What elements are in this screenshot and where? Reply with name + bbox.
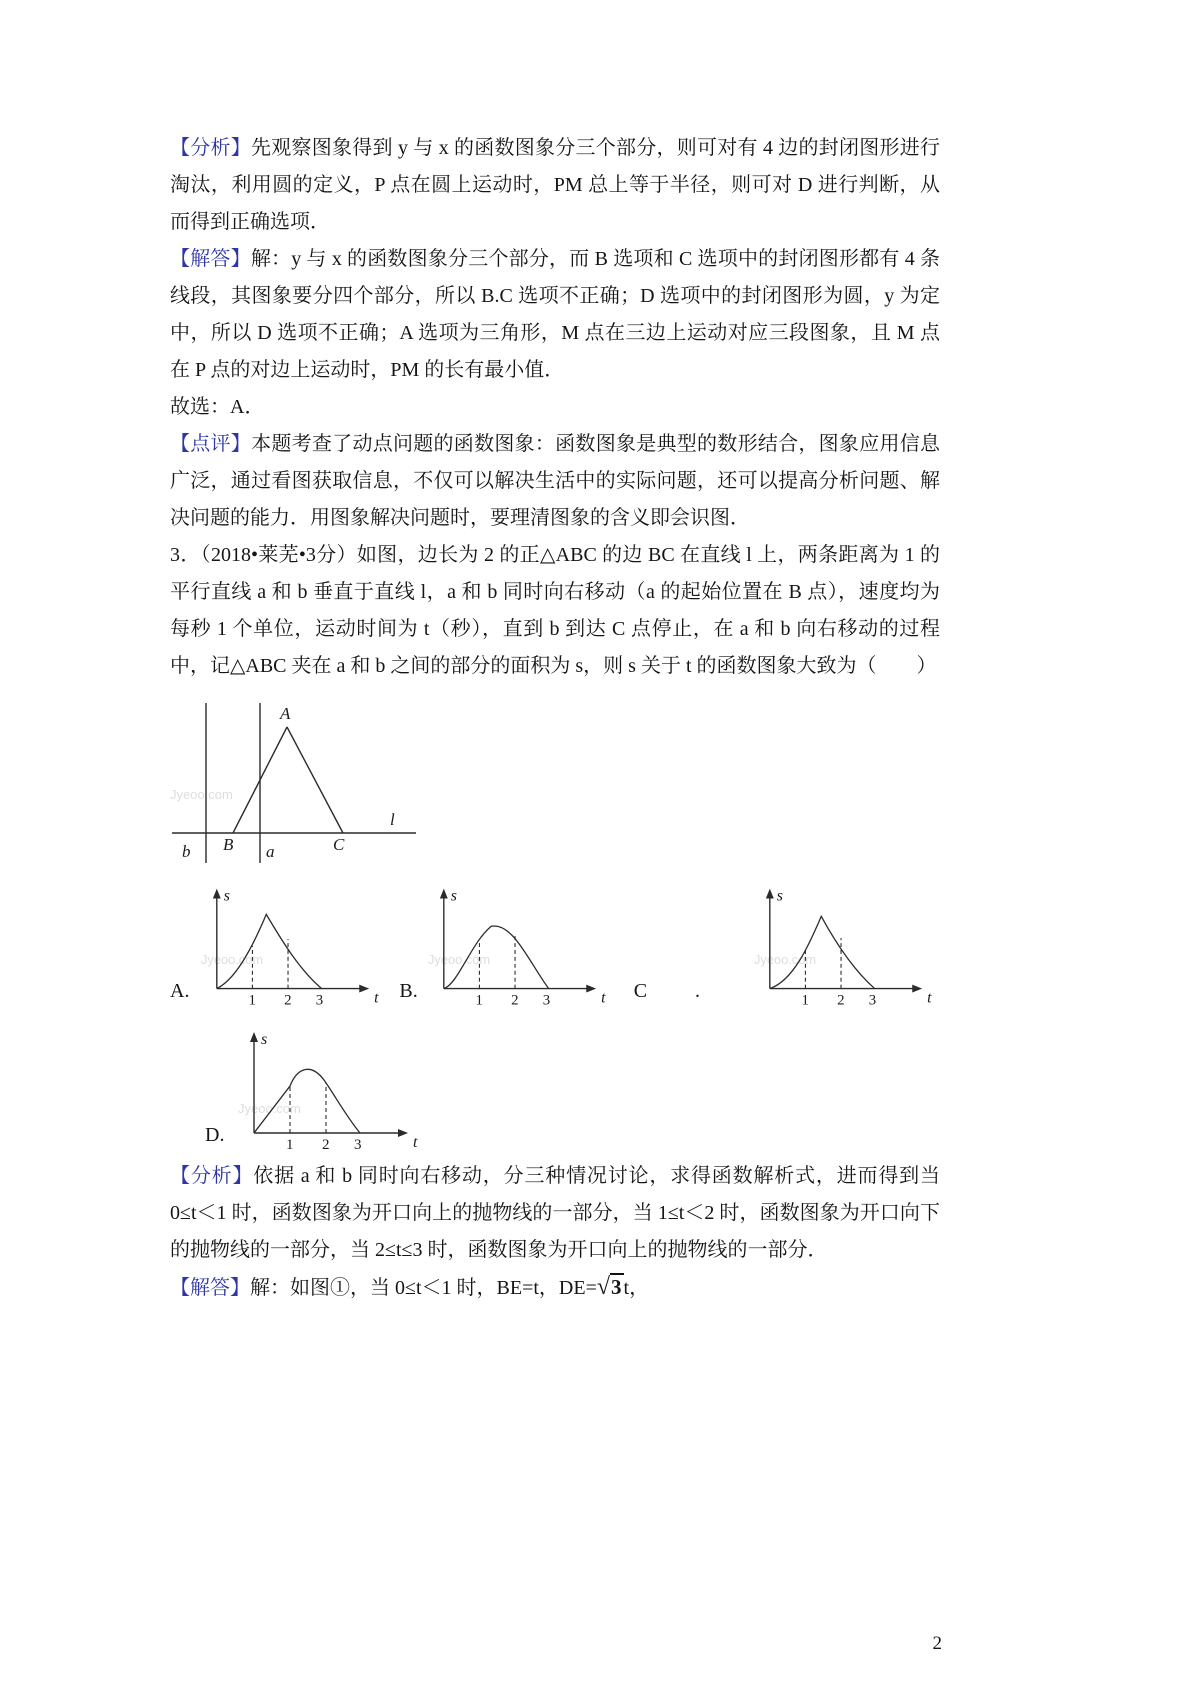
answer-paragraph-q3 bbox=[170, 1269, 940, 1307]
answer-text-post: t， bbox=[623, 1277, 650, 1299]
analysis-text: 先观察图象得到 y 与 x 的函数图象分三个部分，则可对有 4 边的封闭图形进行淘汰，利用圆的定义，P 点在圆上运动时，PM 总上等于半径，则可对 D 进行判断，从而得到正确选项． bbox=[170, 137, 940, 233]
t-axis-arrow bbox=[398, 1129, 408, 1137]
line-a-label: a bbox=[266, 842, 275, 861]
option-c-period: . bbox=[695, 980, 701, 1002]
triangle-figure bbox=[170, 699, 420, 874]
s-axis-label: s bbox=[224, 887, 231, 905]
answer-marker: 【解答】 bbox=[170, 248, 251, 270]
option-b-label: B. bbox=[399, 980, 418, 1002]
t-axis-arrow bbox=[360, 985, 370, 993]
tick-1: 1 bbox=[475, 992, 483, 1009]
question-3-text: 3．（2018•莱芜•3分）如图，边长为 2 的正△ABC 的边 BC 在直线 l 上，两条距离为 1 的平行直线 a 和 b 垂直于直线 l，a 和 b 同时向右移动（a 的起始位置在 B 点），速度均为每秒 1 个单位，运动时间为 t（秒），直到 b 到达 C 点停止，在 a 和 b 向右移动的过程中，记△ABC 夹在 a 和 b 之间的部分的面积为 s，则 s 关于 t 的函数图象大致为（ ） bbox=[170, 544, 940, 677]
analysis-paragraph-q3 bbox=[170, 1158, 940, 1269]
page-number: 2 bbox=[932, 1633, 942, 1654]
options-row-d bbox=[205, 1028, 940, 1158]
tick-1: 1 bbox=[801, 992, 809, 1009]
sqrt-expression bbox=[596, 1274, 624, 1300]
analysis-marker: 【分析】 bbox=[170, 137, 251, 159]
t-axis-label: t bbox=[413, 1134, 418, 1151]
line-l-label: l bbox=[390, 810, 395, 829]
answer-text: 解：y 与 x 的函数图象分三个部分，而 B 选项和 C 选项中的封闭图形都有 4 条线段，其图象要分四个部分，所以 B.C 选项不正确；D 选项中的封闭图形为圆，y 为定中，所以 D 选项不正确；A 选项为三角形，M 点在三边上运动对应三段图象，且 M 点在 P 点的对边上运动时，PM 的长有最小值． bbox=[170, 248, 940, 381]
vertex-c-label: C bbox=[333, 835, 345, 854]
option-d-graph bbox=[236, 1028, 426, 1158]
tick-3: 3 bbox=[868, 992, 877, 1009]
tick-1: 1 bbox=[286, 1137, 294, 1153]
option-a-label: A. bbox=[170, 980, 190, 1002]
comment-paragraph bbox=[170, 426, 940, 537]
tick-3: 3 bbox=[316, 992, 324, 1009]
s-axis-arrow bbox=[766, 889, 774, 899]
answer-paragraph-prev-question bbox=[170, 241, 940, 389]
conclusion-line: 故选：A． bbox=[170, 396, 265, 418]
option-b-graph bbox=[426, 884, 614, 1014]
tick-3: 3 bbox=[542, 992, 550, 1009]
s-axis-label: s bbox=[450, 887, 457, 905]
tick-1: 1 bbox=[248, 992, 257, 1009]
vertex-a-label: A bbox=[280, 704, 291, 723]
answer-text-pre: 解：如图①，当 0≤t＜1 时，BE=t，DE= bbox=[250, 1277, 597, 1299]
options-row-abc bbox=[170, 884, 940, 1014]
option-d-label: D. bbox=[205, 1124, 225, 1146]
tick-2: 2 bbox=[322, 1137, 330, 1153]
s-axis-label: s bbox=[261, 1031, 268, 1048]
vertex-b-label: B bbox=[223, 835, 234, 854]
t-axis-arrow bbox=[586, 985, 596, 993]
tick-2: 2 bbox=[837, 992, 845, 1009]
s-axis-arrow bbox=[440, 889, 448, 899]
radical-sign: √ bbox=[596, 1274, 611, 1300]
option-a-graph bbox=[199, 884, 387, 1014]
analysis-marker: 【分析】 bbox=[170, 1165, 254, 1187]
analysis-paragraph-prev-question bbox=[170, 130, 940, 241]
answer-marker: 【解答】 bbox=[170, 1277, 250, 1299]
comment-marker: 【点评】 bbox=[170, 433, 252, 455]
option-c-graph bbox=[752, 884, 940, 1014]
watermark-text: Jyeoo.com bbox=[238, 1101, 302, 1116]
watermark-text: Jyeoo.com bbox=[754, 951, 817, 967]
tick-2: 2 bbox=[510, 992, 519, 1009]
tick-3: 3 bbox=[354, 1137, 362, 1153]
watermark-text: Jyeoo.com bbox=[201, 951, 264, 967]
radicand: 3 bbox=[611, 1275, 622, 1299]
line-b-label: b bbox=[182, 842, 191, 861]
t-axis-label: t bbox=[600, 989, 606, 1007]
watermark-text: Jyeoo.com bbox=[170, 787, 233, 802]
s-axis-arrow bbox=[250, 1032, 258, 1042]
t-axis-label: t bbox=[374, 989, 379, 1007]
s-axis-label: s bbox=[776, 887, 783, 905]
option-c-label: C bbox=[633, 980, 648, 1002]
comment-text: 本题考查了动点问题的函数图象：函数图象是典型的数形结合，图象应用信息广泛，通过看图获取信息，不仅可以解决生活中的实际问题，还可以提高分析问题、解决问题的能力．用图象解决问题时，要理清图象的含义即会识图． bbox=[170, 433, 941, 529]
watermark-text: Jyeoo.com bbox=[427, 951, 490, 967]
analysis-text: 依据 a 和 b 同时向右移动，分三种情况讨论，求得函数解析式，进而得到当 0≤t＜1 时，函数图象为开口向上的抛物线的一部分，当 1≤t＜2 时，函数图象为开口向下的抛物线的一部分，当 2≤t≤3 时，函数图象为开口向上的抛物线的一部分． bbox=[170, 1165, 940, 1261]
t-axis-arrow bbox=[912, 985, 922, 993]
t-axis-label: t bbox=[927, 989, 932, 1007]
triangle-abc bbox=[233, 727, 343, 833]
s-axis-arrow bbox=[213, 889, 221, 899]
tick-2: 2 bbox=[284, 992, 292, 1009]
